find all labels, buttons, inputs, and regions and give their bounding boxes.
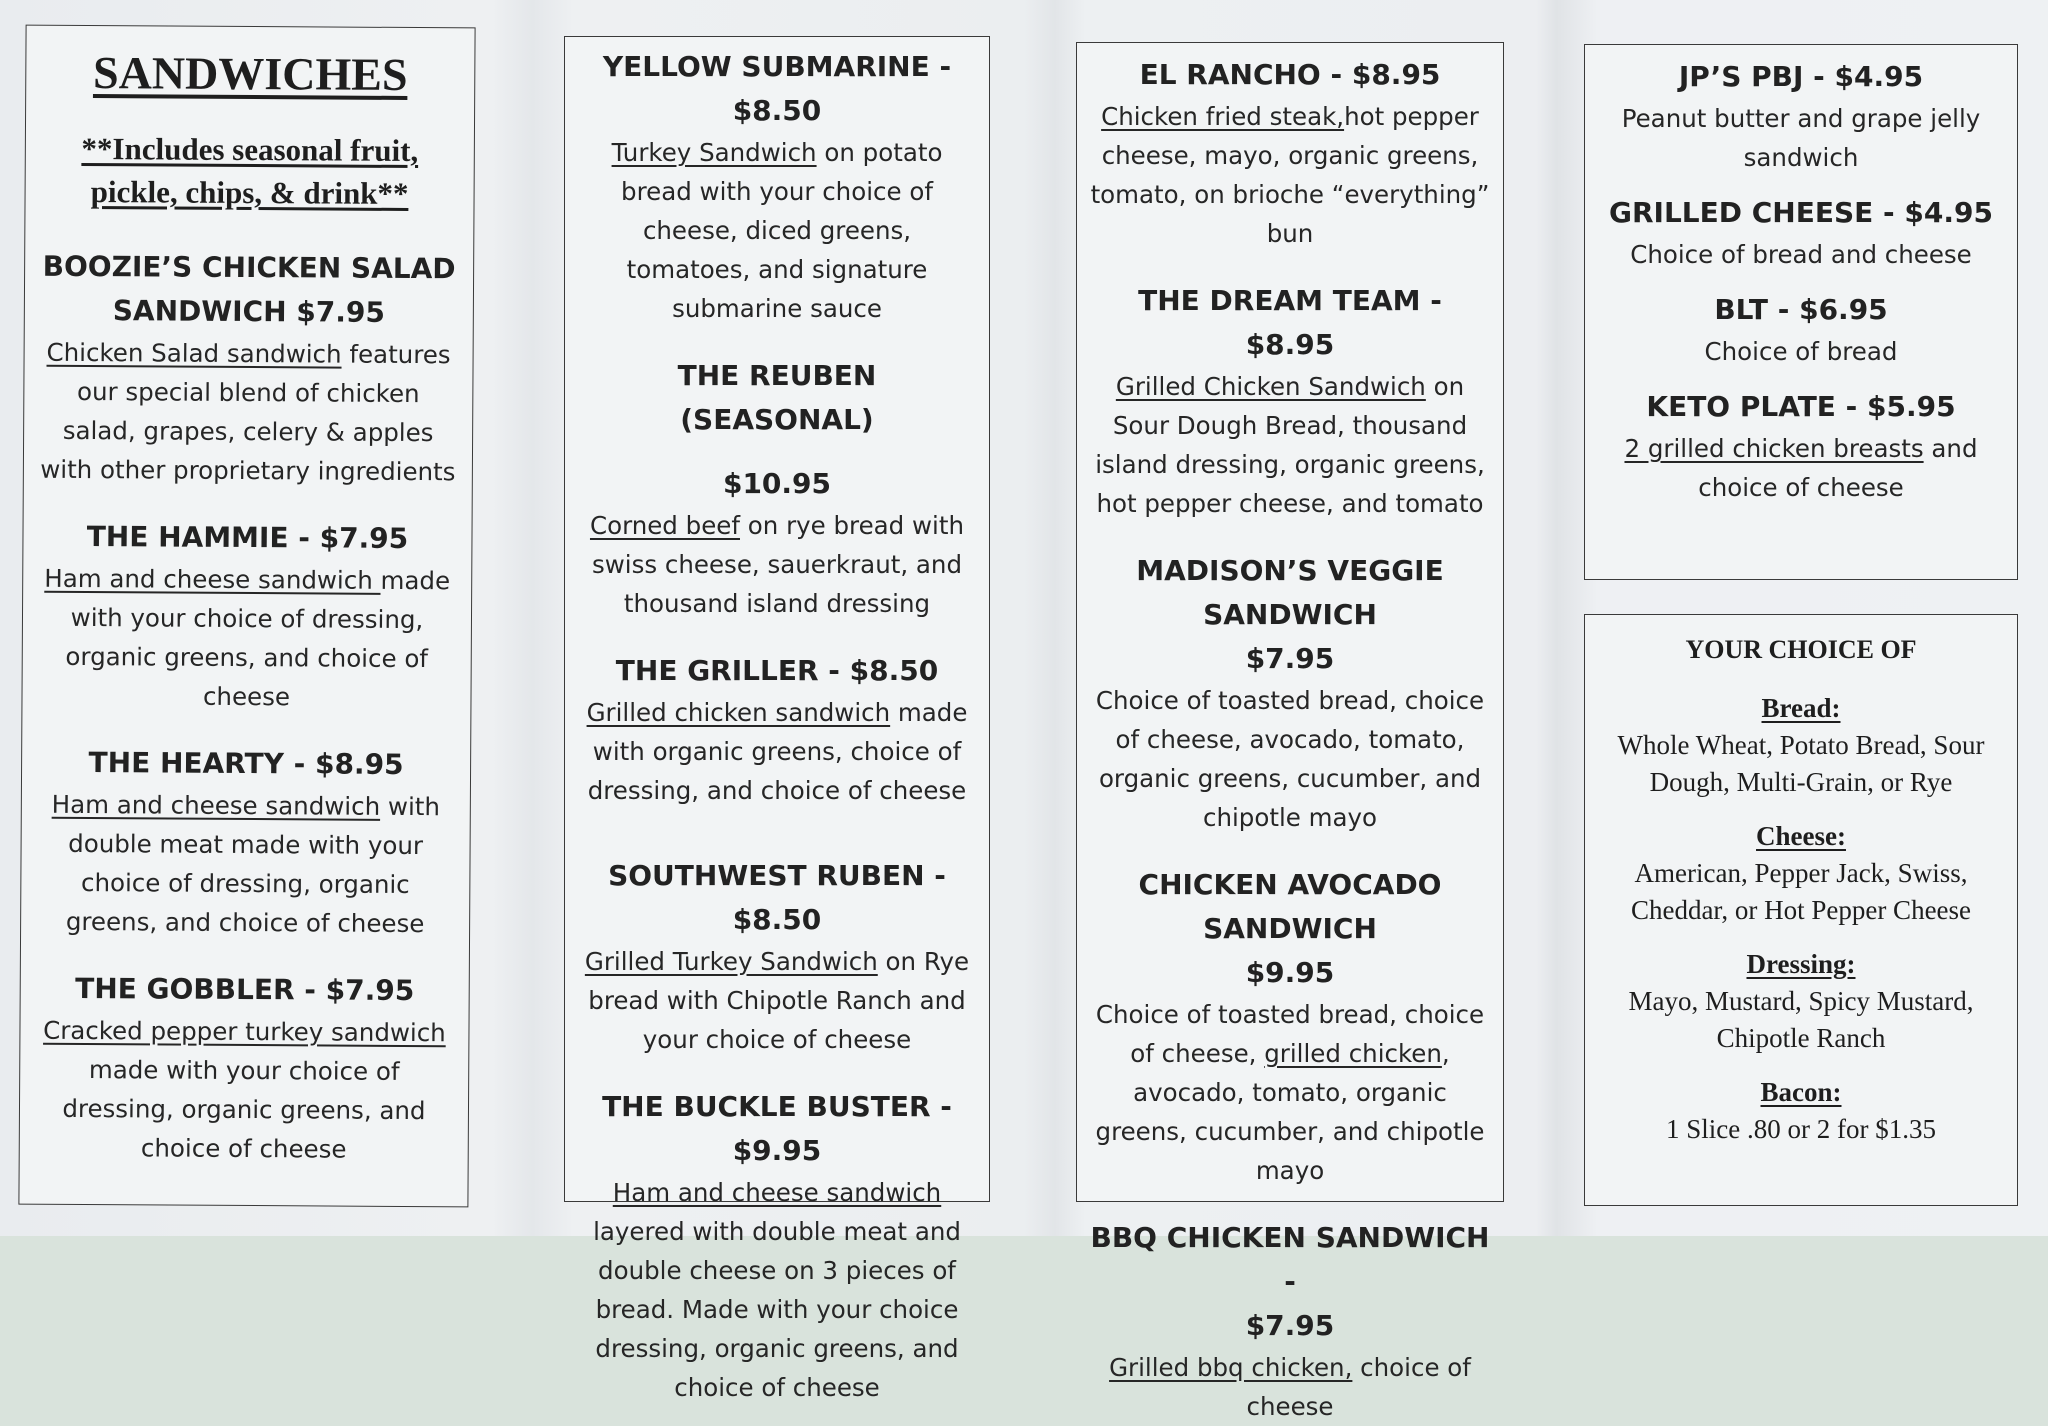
item-title: THE HEARTY - $8.95 xyxy=(88,746,404,781)
menu-item-the-buckle-buster xyxy=(579,1085,975,1407)
item-title: THE REUBEN (SEASONAL) $10.95 xyxy=(677,359,877,500)
item-description: Choice of toasted bread, choice of cheese, grilled chicken, avocado, tomato, organic greens, cucumber, and chipotle mayo xyxy=(1095,1000,1485,1185)
item-title: YELLOW SUBMARINE - $8.50 xyxy=(602,50,952,127)
menu-item-the-hammie xyxy=(38,515,455,718)
item-title: BLT - $6.95 xyxy=(1714,293,1888,326)
item-description: Chicken fried steak,hot pepper cheese, mayo, organic greens, tomato, on brioche “everything” bun xyxy=(1090,102,1490,248)
item-description: Choice of toasted bread, choice of cheese, avocado, tomato, organic greens, cucumber, and chipotle mayo xyxy=(1095,686,1485,832)
item-description: Choice of bread xyxy=(1704,337,1898,366)
item-description: Grilled chicken sandwich made with organic greens, choice of dressing, and choice of cheese xyxy=(586,698,968,805)
choice-label: Dressing: xyxy=(1746,949,1856,979)
item-description: Choice of bread and cheese xyxy=(1630,240,1972,269)
menu-item-the-dream-team xyxy=(1089,279,1491,523)
item-description: Grilled bbq chicken, choice of cheese xyxy=(1109,1353,1471,1421)
menu-item-keto-plate xyxy=(1599,385,2003,507)
menu-item-jps-pbj xyxy=(1599,55,2003,177)
menu-item-bbq-chicken xyxy=(1089,1216,1491,1426)
item-description: 2 grilled chicken breasts and choice of cheese xyxy=(1624,434,1978,502)
item-description: Ham and cheese sandwich layered with double meat and double cheese on 3 pieces of bread. Made with your choice dressing, organic greens, and choice of cheese xyxy=(593,1178,961,1402)
section-title: SANDWICHES xyxy=(92,47,408,100)
item-title: JP’S PBJ - $4.95 xyxy=(1678,60,1924,93)
choice-label: Bacon: xyxy=(1760,1077,1842,1107)
item-description: Grilled Chicken Sandwich on Sour Dough Bread, thousand island dressing, organic greens, hot pepper cheese, and tomato xyxy=(1095,372,1485,518)
item-description: Grilled Turkey Sandwich on Rye bread with Chipotle Ranch and your choice of cheese xyxy=(584,947,970,1054)
choice-value: Whole Wheat, Potato Bread, Sour Dough, Multi-Grain, or Rye xyxy=(1617,730,1985,797)
menu-item-the-reuben xyxy=(579,354,975,623)
choices-panel xyxy=(1584,614,2018,1206)
menu-item-the-gobbler xyxy=(36,967,453,1170)
item-title: CHICKEN AVOCADO SANDWICH $9.95 xyxy=(1138,868,1442,989)
menu-item-southwest-ruben xyxy=(579,854,975,1059)
choice-value: 1 Slice .80 or 2 for $1.35 xyxy=(1666,1114,1936,1144)
choice-group-dressing xyxy=(1601,945,2001,1057)
item-title: THE BUCKLE BUSTER - $9.95 xyxy=(602,1090,952,1167)
item-title: BOOZIE’S CHICKEN SALAD SANDWICH $7.95 xyxy=(42,249,456,329)
menu-item-boozies-chicken-salad xyxy=(40,245,457,492)
item-description: Corned beef on rye bread with swiss cheese, sauerkraut, and thousand island dressing xyxy=(589,511,965,618)
menu-item-the-hearty xyxy=(37,741,454,944)
sandwiches-panel-3 xyxy=(1076,42,1504,1421)
choice-group-bread xyxy=(1601,689,2001,801)
choices-heading: YOUR CHOICE OF xyxy=(1685,635,1917,664)
menu-item-el-rancho xyxy=(1089,53,1491,253)
item-title: GRILLED CHEESE - $4.95 xyxy=(1609,196,1993,229)
item-title: MADISON’S VEGGIE SANDWICH $7.95 xyxy=(1136,554,1444,675)
menu-item-blt xyxy=(1599,288,2003,371)
choice-group-bacon xyxy=(1601,1073,2001,1148)
item-title: EL RANCHO - $8.95 xyxy=(1139,58,1441,91)
choice-group-cheese xyxy=(1601,817,2001,929)
includes-note: **Includes seasonal fruit, pickle, chips, & drink** xyxy=(81,130,419,211)
choice-label: Cheese: xyxy=(1756,821,1846,851)
item-description: Cracked pepper turkey sandwich made with your choice of dressing, organic greens, and choice of cheese xyxy=(43,1015,446,1164)
sandwiches-panel-4 xyxy=(1584,44,2018,580)
item-description: Turkey Sandwich on potato bread with your choice of cheese, diced greens, tomatoes, and signature submarine sauce xyxy=(611,138,943,323)
menu-item-madisons-veggie xyxy=(1089,549,1491,837)
item-description: Ham and cheese sandwich made with your choice of dressing, organic greens, and choice of cheese xyxy=(44,563,451,712)
item-description: Peanut butter and grape jelly sandwich xyxy=(1621,104,1981,172)
sandwiches-panel-2 xyxy=(564,36,990,1402)
item-title: SOUTHWEST RUBEN - $8.50 xyxy=(608,859,946,936)
choice-value: American, Pepper Jack, Swiss, Cheddar, or Hot Pepper Cheese xyxy=(1630,858,1972,925)
menu-item-the-griller xyxy=(579,649,975,810)
item-title: THE GOBBLER - $7.95 xyxy=(75,971,415,1008)
item-title: BBQ CHICKEN SANDWICH - $7.95 xyxy=(1090,1221,1490,1342)
item-title: THE HAMMIE - $7.95 xyxy=(86,520,409,555)
item-title: THE DREAM TEAM - $8.95 xyxy=(1138,284,1442,361)
choice-value: Mayo, Mustard, Spicy Mustard, Chipotle Ranch xyxy=(1628,986,1974,1053)
menu-item-chicken-avocado xyxy=(1089,863,1491,1190)
item-description: Ham and cheese sandwich with double meat made with your choice of dressing, organic greens, and choice of cheese xyxy=(51,789,441,939)
item-title: KETO PLATE - $5.95 xyxy=(1646,390,1956,423)
menu-item-yellow-submarine xyxy=(579,45,975,328)
sandwiches-panel xyxy=(18,25,475,1208)
item-title: THE GRILLER - $8.50 xyxy=(615,654,939,687)
choice-label: Bread: xyxy=(1761,693,1841,723)
menu-item-grilled-cheese xyxy=(1599,191,2003,274)
item-description: Chicken Salad sandwich features our special blend of chicken salad, grapes, celery & apples with other proprietary ingredients xyxy=(40,337,456,487)
